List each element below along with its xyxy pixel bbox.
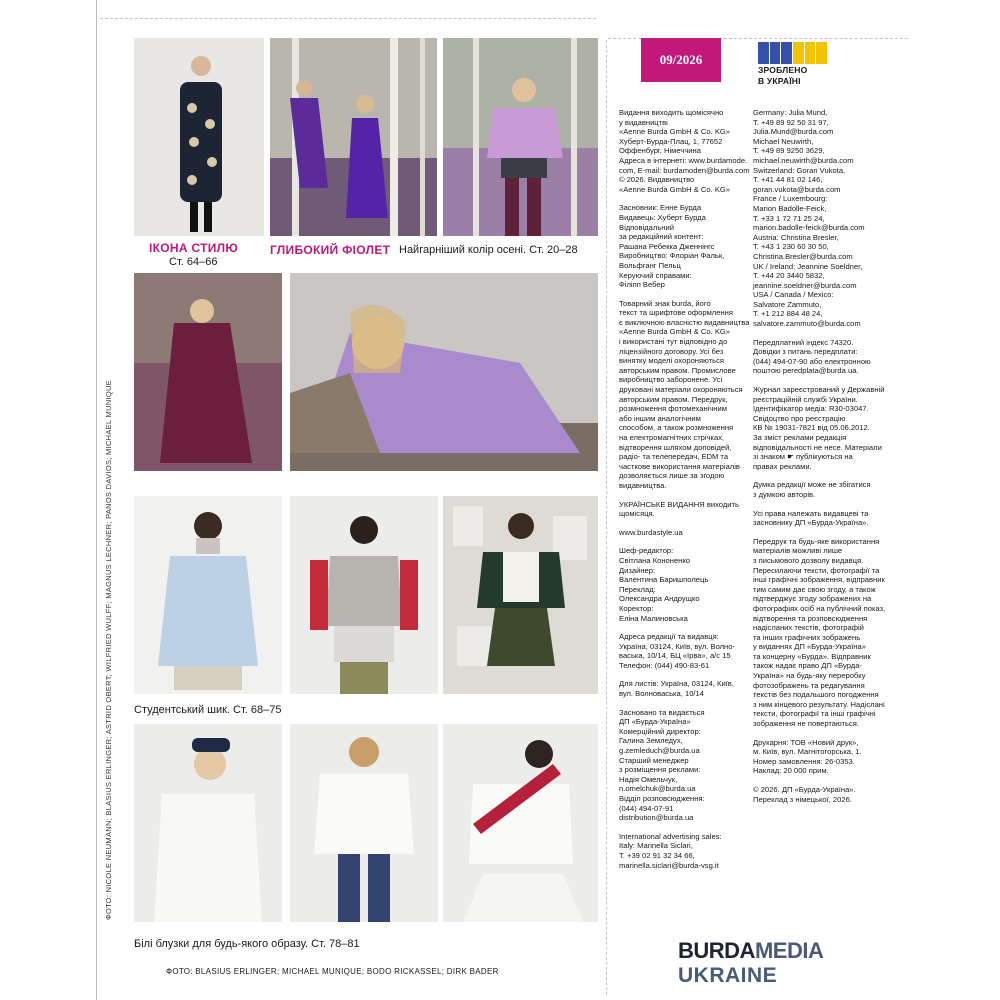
imprint-line: Телефон: (044) 490-83-61 bbox=[619, 660, 710, 670]
imprint-line: Еліна Малиновська bbox=[619, 613, 688, 623]
imprint-line: Довідки з питань передплати: bbox=[753, 347, 858, 357]
imprint-line: способом, а також розмноження bbox=[619, 423, 734, 433]
flag-stripe bbox=[770, 42, 781, 64]
imprint-line: також надає право ДП «Бурда- bbox=[753, 661, 862, 671]
imprint-line: © 2026. Видавництво bbox=[619, 175, 695, 185]
flag-stripe bbox=[793, 42, 804, 64]
imprint-line: Відділ розповсюдження: bbox=[619, 794, 705, 803]
imprint-line: T. +49 89 92 50 31 97, bbox=[753, 117, 829, 127]
imprint-line: T. +33 1 72 71 25 24, bbox=[753, 213, 825, 223]
logo-media: MEDIA bbox=[754, 938, 824, 963]
imprint-line: та інших графічних зображень bbox=[753, 632, 861, 642]
imprint-line: Адреса в інтернеті: www.burdamode. bbox=[619, 155, 748, 165]
imprint-paragraph bbox=[753, 537, 898, 729]
imprint-line: часткове використання матеріалів bbox=[619, 461, 740, 471]
caption-violet-text: Найгарніший колір осені. Ст. 20–28 bbox=[399, 244, 578, 256]
logo-burda: BURDA bbox=[678, 938, 755, 963]
imprint-line: Засновник: Енне Бурда bbox=[619, 203, 702, 213]
photo-white-outfit-red-bag bbox=[443, 724, 598, 922]
imprint-line: у виданнях ДП «Бурда-Україна» bbox=[753, 642, 866, 652]
imprint-line: з думкою авторів. bbox=[753, 489, 816, 499]
imprint-line: правах реклами. bbox=[753, 461, 812, 471]
imprint-line: Світлана Кононенко bbox=[619, 555, 691, 565]
logo-ukraine: UKRAINE bbox=[678, 964, 778, 987]
imprint-line: Рашана Ребекка Дженнінгс bbox=[619, 241, 715, 251]
imprint-paragraph bbox=[619, 528, 747, 538]
imprint-paragraph bbox=[619, 708, 747, 823]
imprint-line: вул. Волноваська, 10/14 bbox=[619, 689, 704, 699]
imprint-line: розмноження фотомеханічним bbox=[619, 404, 727, 414]
flag-stripe bbox=[816, 42, 827, 64]
imprint-paragraph bbox=[619, 546, 747, 623]
imprint-line: michael.neuwirth@burda.com bbox=[753, 155, 854, 165]
imprint-paragraph bbox=[619, 679, 747, 698]
flag-stripe bbox=[758, 42, 769, 64]
caption-student: Студентський шик. Ст. 68–75 bbox=[134, 704, 282, 716]
imprint-line: Наклад: 20 000 прим. bbox=[753, 766, 829, 776]
imprint-line: Україна, 03124, Київ, вул. Волно- bbox=[619, 641, 736, 651]
imprint-line: на електромагнітних стрічках, bbox=[619, 433, 725, 442]
imprint-line: Номер замовлення: 26-0353. bbox=[753, 756, 855, 766]
photo-style-icon-coat bbox=[134, 38, 264, 236]
photo-lilac-sweater-heather bbox=[443, 38, 598, 236]
imprint-line: salvatore.zammuto@burda.com bbox=[753, 319, 861, 329]
imprint-line: Україна» на будь-яку переробку bbox=[753, 671, 866, 681]
imprint-line: Відповідальний bbox=[619, 222, 674, 232]
imprint-line: текст та шрифтове оформлення bbox=[619, 308, 733, 318]
imprint-paragraph bbox=[753, 480, 898, 499]
imprint-line: Germany: Julia Mund, bbox=[753, 108, 828, 117]
caption-white-blouses: Білі блузки для будь-якого образу. Ст. 78–81 bbox=[134, 938, 360, 950]
imprint-line: надісланих текстів, фотографій bbox=[753, 623, 864, 633]
cut-line-top bbox=[100, 18, 596, 19]
photo-lilac-blouse-lying bbox=[290, 273, 598, 471]
imprint-line: France / Luxembourg: bbox=[753, 194, 828, 204]
imprint-line: Філіпп Вебер bbox=[619, 280, 665, 290]
imprint-line: Товарний знак burda, його bbox=[619, 298, 711, 308]
imprint-line: Julia.Mund@burda.com bbox=[753, 127, 834, 137]
imprint-line: зі знаком ☛ публікуються на bbox=[753, 452, 853, 462]
imprint-line: Адреса редакції та видавця: bbox=[619, 632, 719, 642]
imprint-line: Marion Badolle-Feick, bbox=[753, 203, 827, 213]
imprint-line: засновнику ДП «Бурда-Україна». bbox=[753, 518, 869, 528]
imprint-line: Оффенбург, Німеччина bbox=[619, 146, 701, 156]
imprint-line: Передрук та будь-яке використання bbox=[753, 536, 880, 546]
photo-blue-oversized-shirt bbox=[134, 496, 282, 694]
imprint-line: T. +41 44 81 02 146, bbox=[753, 175, 823, 185]
imprint-line: тексти, фотографії та інші графічні bbox=[753, 709, 876, 719]
imprint-line: за редакційний контент: bbox=[619, 232, 704, 242]
imprint-line: і використані тут відповідно до bbox=[619, 337, 728, 347]
photo-burgundy-coat-heather bbox=[134, 273, 282, 471]
imprint-line: UK / Ireland: Jeannine Soeldner, bbox=[753, 261, 863, 271]
imprint-line: Комерційний директор: bbox=[619, 726, 701, 736]
imprint-line: друковані матеріали охороняються bbox=[619, 385, 743, 395]
imprint-line: «Aenne Burda GmbH & Co. KG» bbox=[619, 184, 731, 194]
cut-line-vertical bbox=[606, 40, 607, 995]
imprint-line: goran.vukota@burda.com bbox=[753, 184, 841, 194]
imprint-line: відповідальності не несе. Матеріали bbox=[753, 442, 882, 452]
imprint-line: T. +43 1 230 60 30 50, bbox=[753, 242, 829, 252]
imprint-line: є виключною власністю видавництва bbox=[619, 317, 750, 327]
imprint-line: T. +39 02 91 32 34 66, bbox=[619, 850, 695, 860]
photo-white-shirt-cap bbox=[134, 724, 282, 922]
imprint-line: Засновано та видається bbox=[619, 707, 705, 717]
imprint-paragraph bbox=[619, 298, 750, 491]
page-gutter-line bbox=[96, 0, 97, 1000]
imprint-line: Ідентифікатор медіа: R30-03047. bbox=[753, 404, 869, 414]
imprint-line: Italy: Marinella Siclari, bbox=[619, 841, 693, 851]
imprint-line: Надія Омельчук, bbox=[619, 774, 678, 784]
imprint-line: м. Київ, вул. Магнітогорська, 1. bbox=[753, 747, 862, 757]
imprint-line: з розміщення реклами: bbox=[619, 765, 701, 775]
made-in-ukraine-mark bbox=[758, 42, 828, 86]
imprint-paragraph bbox=[619, 632, 747, 670]
flag-stripe bbox=[781, 42, 792, 64]
imprint-line: «Aenne Burda GmbH & Co. KG» bbox=[619, 127, 731, 137]
imprint-line: Switzerland: Goran Vukota, bbox=[753, 165, 846, 175]
imprint-line: Думка редакції може не збігатися bbox=[753, 480, 871, 490]
imprint-line: Пересилаючи тексти, фотографії та bbox=[753, 565, 880, 575]
imprint-line: Свідоцтво про реєстрацію bbox=[753, 413, 846, 423]
made-in-line-2: В УКРАЇНІ bbox=[758, 76, 801, 86]
burda-media-ukraine-logo bbox=[678, 940, 823, 987]
caption-style-icon-title: ІКОНА СТИЛЮ bbox=[149, 241, 239, 255]
imprint-paragraph bbox=[753, 338, 898, 376]
imprint-line: ліцензійного договору. Усі без bbox=[619, 346, 724, 356]
imprint-line: авторським правом. Промислове bbox=[619, 365, 736, 375]
imprint-line: USA / Canada / Mexico: bbox=[753, 290, 834, 300]
imprint-line: T. +1 212 884 48 24, bbox=[753, 309, 823, 319]
imprint-line: з письмового дозволу видавця. bbox=[753, 555, 864, 565]
imprint-line: Журнал зареєстрований у Державній bbox=[753, 385, 885, 395]
imprint-line: Видавець: Хуберт Бурда bbox=[619, 212, 706, 222]
imprint-line: Christina.Bresler@burda.com bbox=[753, 251, 853, 261]
imprint-line: з ним кінцевого результату. Надіслані bbox=[753, 699, 885, 709]
imprint-line: Salvatore Zammuto, bbox=[753, 299, 822, 309]
imprint-line: Друкарня: ТОВ «Новий друк», bbox=[753, 737, 859, 747]
side-photo-credit: ФОТО: NICOLE NEUMANN; BLASIUS ERLINGER; ASTRID OBERT; WILFRIED WULFF; MAGNUS LECHNER; PANOS DAVIOS; MICHAEL MUNIQUE bbox=[104, 379, 113, 920]
imprint-line: ДП «Бурда-Україна» bbox=[619, 717, 691, 727]
imprint-line: Валентина Баришполець bbox=[619, 575, 709, 585]
imprint-paragraph bbox=[753, 108, 898, 329]
imprint-line: (044) 494-07-90 або електронною bbox=[753, 356, 871, 366]
imprint-paragraph bbox=[753, 785, 898, 804]
imprint-line: та концерну «Бурда». Відправник bbox=[753, 651, 871, 661]
imprint-line: УКРАЇНСЬКЕ ВИДАННЯ виходить bbox=[619, 499, 739, 509]
imprint-line: матеріалів можливі лише bbox=[753, 546, 843, 556]
imprint-paragraph bbox=[753, 385, 898, 471]
imprint-line: фотозображень та редагування bbox=[753, 680, 865, 690]
imprint-line: Austria: Christina Bresler, bbox=[753, 232, 839, 242]
imprint-line: Усі права належать видавцеві та bbox=[753, 508, 869, 518]
imprint-line: Michael Neuwirth, bbox=[753, 136, 814, 146]
imprint-line: Коректор: bbox=[619, 603, 654, 613]
imprint-line: тим самим дає свою згоду, а також bbox=[753, 584, 876, 594]
imprint-line: «Aenne Burda GmbH & Co. KG» bbox=[619, 327, 731, 337]
caption-style-icon-pages: Ст. 64–66 bbox=[169, 256, 218, 268]
imprint-line: дозволяється лише за згодою bbox=[619, 471, 725, 481]
imprint-line: васька, 10/14, БЦ «Ірва», а/с 15 bbox=[619, 651, 731, 661]
imprint-line: Переклад з німецької, 2026. bbox=[753, 794, 852, 804]
imprint-line: Видання виходить щомісячно bbox=[619, 108, 724, 117]
issue-badge: 09/2026 bbox=[641, 38, 721, 82]
imprint-line: © 2026. ДП «Бурда-Україна». bbox=[753, 785, 856, 794]
photo-violet-birch-forest bbox=[270, 38, 437, 236]
imprint-line: відтворення шляхом доповідей, bbox=[619, 442, 732, 452]
imprint-line: текстів без подальшого погодження bbox=[753, 690, 879, 700]
imprint-line: зображення не повертаються. bbox=[753, 719, 860, 729]
imprint-line: За зміст реклами редакція bbox=[753, 433, 847, 442]
bottom-photo-credit: ФОТО: BLASIUS ERLINGER; MICHAEL MUNIQUE; BODO RICKASSEL; DIRK BADER bbox=[166, 967, 499, 976]
caption-violet-title: ГЛИБОКИЙ ФІОЛЕТ bbox=[270, 243, 391, 257]
imprint-paragraph bbox=[619, 203, 747, 289]
imprint-line: радіо- та телепередач, EDM та bbox=[619, 452, 729, 462]
imprint-paragraph bbox=[753, 738, 898, 776]
imprint-line: поштою peredplata@burda.ua. bbox=[753, 366, 859, 376]
imprint-line: T. +44 20 3440 5832, bbox=[753, 271, 825, 281]
imprint-paragraph bbox=[753, 509, 898, 528]
imprint-right-column bbox=[753, 108, 898, 813]
imprint-line: com, E-mail: burdamoden@burda.com bbox=[619, 165, 750, 175]
imprint-line: T. +49 89 9250 3629, bbox=[753, 146, 825, 156]
made-in-line-1: ЗРОБЛЕНО bbox=[758, 65, 808, 75]
imprint-line: www.burdastyle.ua bbox=[619, 527, 683, 537]
photo-leather-jacket-tweed-skirt bbox=[443, 496, 598, 694]
imprint-line: Вольфганг Пельц bbox=[619, 260, 681, 270]
imprint-line: g.zemleduch@burda.ua bbox=[619, 746, 700, 756]
imprint-line: Дизайнер: bbox=[619, 565, 656, 575]
imprint-line: інші графічні зображення, відправник bbox=[753, 575, 885, 585]
imprint-line: Керуючий справами: bbox=[619, 270, 692, 280]
imprint-line: Передплатний індекс 74320. bbox=[753, 337, 854, 347]
imprint-line: щомісяця. bbox=[619, 509, 655, 519]
ukraine-flag-icon bbox=[758, 42, 828, 64]
photo-tweed-vest-red-sleeves bbox=[290, 496, 438, 694]
imprint-line: jeannine.soeldner@burda.com bbox=[753, 280, 857, 290]
photo-white-shirt-jeans bbox=[290, 724, 438, 922]
imprint-paragraph bbox=[619, 500, 747, 519]
imprint-line: фотографіях осіб на публічний показ, bbox=[753, 603, 886, 613]
imprint-line: (044) 494-07-91 bbox=[619, 803, 674, 813]
imprint-line: видавництва. bbox=[619, 480, 667, 490]
imprint-paragraph bbox=[619, 832, 747, 870]
imprint-line: Переклад: bbox=[619, 584, 656, 594]
imprint-left-column bbox=[619, 108, 750, 879]
imprint-line: Олександра Андрущко bbox=[619, 594, 700, 604]
imprint-line: КВ № 19031-7821 від 05.06.2012. bbox=[753, 423, 870, 433]
imprint-line: у видавництві bbox=[619, 117, 668, 127]
imprint-line: або іншим аналогічним bbox=[619, 413, 701, 423]
imprint-line: Хуберт-Бурда-Плац, 1, 77652 bbox=[619, 136, 723, 146]
imprint-line: n.omelchuk@burda.ua bbox=[619, 784, 696, 794]
imprint-line: International advertising sales: bbox=[619, 831, 722, 841]
imprint-line: виробництво заборонене. Усі bbox=[619, 375, 723, 385]
imprint-line: реєстраційній службі України. bbox=[753, 394, 858, 404]
imprint-line: Шеф-редактор: bbox=[619, 546, 674, 556]
imprint-paragraph bbox=[619, 108, 750, 194]
imprint-line: marinella.siclari@burda-vsg.it bbox=[619, 860, 719, 870]
flag-stripe bbox=[805, 42, 816, 64]
imprint-line: Старший менеджер bbox=[619, 755, 689, 765]
imprint-line: винятку моделі охороняються bbox=[619, 356, 724, 366]
imprint-line: Галина Земледух, bbox=[619, 736, 683, 746]
imprint-line: авторським правом. Передрук, bbox=[619, 394, 728, 404]
imprint-line: Виробництво: Флоріан Фальк, bbox=[619, 251, 725, 261]
imprint-line: відтворення та розповсюдження bbox=[753, 613, 868, 623]
imprint-line: distribution@burda.ua bbox=[619, 813, 694, 823]
imprint-line: Для листів: Україна, 03124, Київ, bbox=[619, 679, 734, 689]
imprint-line: marion.badolle-feick@burda.com bbox=[753, 223, 865, 233]
imprint-line: підтверджує згоду зображених на bbox=[753, 594, 872, 604]
